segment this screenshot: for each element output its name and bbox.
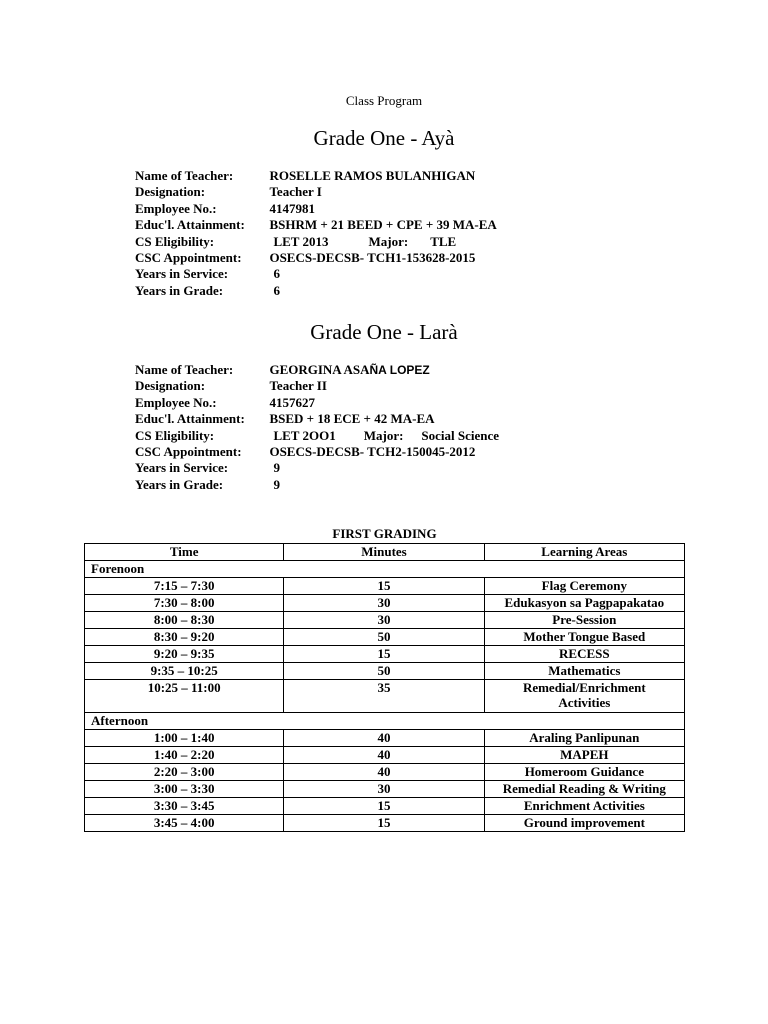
- area-cell: Mathematics: [484, 663, 684, 680]
- grading-title: FIRST GRADING: [332, 526, 437, 541]
- time-cell: 1:40 – 2:20: [85, 747, 284, 764]
- area-line: Remedial/Enrichment: [522, 680, 646, 695]
- group-label: Afternoon: [85, 713, 685, 730]
- major-label: Major:: [363, 427, 404, 443]
- info-value: OSECS-DECSB- TCH1-153628-2015: [269, 249, 476, 265]
- info-row: [135, 395, 655, 411]
- info-row: [135, 201, 655, 217]
- teacher-info-aya: [135, 168, 655, 299]
- area-cell: Homeroom Guidance: [484, 764, 684, 781]
- table-row: [85, 815, 685, 832]
- minutes-cell: 15: [284, 646, 484, 663]
- schedule-table: [84, 543, 685, 832]
- table-row: [85, 629, 685, 646]
- info-label: Designation:: [135, 184, 206, 200]
- info-label: Educ'l. Attainment:: [135, 217, 245, 233]
- schedule-header-row: [85, 544, 685, 561]
- minutes-cell: 15: [284, 798, 484, 815]
- teacher-name-part: GEORGINA ASA: [269, 362, 370, 377]
- group-label: Forenoon: [85, 561, 685, 578]
- header-time: Time: [85, 544, 284, 561]
- area-cell: Remedial Reading & Writing: [484, 781, 684, 798]
- teacher-info-lara: [135, 362, 655, 493]
- info-row: [135, 460, 655, 476]
- info-row: [135, 217, 655, 233]
- eligibility-value: LET 2013: [273, 233, 329, 249]
- header-minutes: Minutes: [284, 544, 484, 561]
- minutes-cell: 30: [284, 595, 484, 612]
- time-cell: 9:35 – 10:25: [85, 663, 284, 680]
- info-value: 6: [273, 282, 280, 298]
- info-value: ROSELLE RAMOS BULANHIGAN: [269, 168, 476, 183]
- minutes-cell: 40: [284, 764, 484, 781]
- time-cell: 8:00 – 8:30: [85, 612, 284, 629]
- info-label: Name of Teacher:: [135, 362, 234, 377]
- minutes-cell: 15: [284, 815, 484, 832]
- minutes-cell: 40: [284, 730, 484, 747]
- time-cell: 3:30 – 3:45: [85, 798, 284, 815]
- teacher-name-part: ÑA LOPEZ: [369, 363, 430, 377]
- info-label: CS Eligibility:: [135, 427, 215, 443]
- info-value: 9: [273, 476, 280, 492]
- area-line: Activities: [558, 695, 611, 710]
- info-row: [135, 266, 655, 282]
- minutes-cell: 50: [284, 663, 484, 680]
- table-row: [85, 646, 685, 663]
- info-label: Educ'l. Attainment:: [135, 411, 245, 427]
- info-value: BSHRM + 21 BEED + CPE + 39 MA-EA: [269, 217, 497, 233]
- info-value: 4147981: [269, 200, 315, 216]
- table-row: [85, 578, 685, 595]
- info-value: Teacher I: [269, 184, 322, 200]
- info-row: [135, 250, 655, 266]
- info-label: CSC Appointment:: [135, 249, 242, 265]
- minutes-cell: 30: [284, 612, 484, 629]
- header-learning-areas: Learning Areas: [484, 544, 684, 561]
- info-value-eligibility: [269, 428, 655, 444]
- info-value-teacher-name: [269, 362, 655, 378]
- area-cell: [484, 680, 684, 713]
- table-row: [85, 747, 685, 764]
- info-label: Employee No.:: [135, 394, 217, 410]
- document-title: Class Program: [345, 93, 423, 108]
- table-row: [85, 663, 685, 680]
- info-row: [135, 184, 655, 200]
- info-label: Years in Grade:: [135, 476, 224, 492]
- table-row: [85, 730, 685, 747]
- info-value: OSECS-DECSB- TCH2-150045-2012: [269, 443, 476, 459]
- info-row: [135, 378, 655, 394]
- minutes-cell: 50: [284, 629, 484, 646]
- area-cell: MAPEH: [484, 747, 684, 764]
- time-cell: 8:30 – 9:20: [85, 629, 284, 646]
- area-cell: Mother Tongue Based: [484, 629, 684, 646]
- table-row: [85, 798, 685, 815]
- info-row: [135, 411, 655, 427]
- info-value: Teacher II: [269, 378, 327, 394]
- info-value-eligibility: [269, 234, 655, 250]
- minutes-cell: 15: [284, 578, 484, 595]
- info-label: CS Eligibility:: [135, 233, 215, 249]
- major-value: Social Science: [421, 427, 500, 443]
- time-cell: 7:15 – 7:30: [85, 578, 284, 595]
- info-row: [135, 477, 655, 493]
- time-cell: 1:00 – 1:40: [85, 730, 284, 747]
- group-row-afternoon: [85, 713, 685, 730]
- minutes-cell: 40: [284, 747, 484, 764]
- info-label: Designation:: [135, 378, 206, 394]
- time-cell: 7:30 – 8:00: [85, 595, 284, 612]
- info-label: Employee No.:: [135, 200, 217, 216]
- info-row: [135, 234, 655, 250]
- area-cell: Araling Panlipunan: [484, 730, 684, 747]
- info-row: [135, 444, 655, 460]
- time-cell: 2:20 – 3:00: [85, 764, 284, 781]
- section-heading-grade-one-lara: Grade One - Larà: [310, 320, 458, 344]
- time-cell: 9:20 – 9:35: [85, 646, 284, 663]
- info-value: 9: [273, 460, 280, 476]
- time-cell: 3:00 – 3:30: [85, 781, 284, 798]
- table-row: [85, 612, 685, 629]
- info-label: Years in Service:: [135, 460, 229, 476]
- info-value: BSED + 18 ECE + 42 MA-EA: [269, 411, 435, 427]
- major-label: Major:: [368, 233, 409, 249]
- table-row: [85, 764, 685, 781]
- minutes-cell: 30: [284, 781, 484, 798]
- info-label: Name of Teacher:: [135, 168, 234, 183]
- info-label: Years in Grade:: [135, 282, 224, 298]
- minutes-cell: 35: [284, 680, 484, 713]
- major-value: TLE: [430, 233, 457, 249]
- section-heading-grade-one-aya: Grade One - Ayà: [313, 126, 455, 150]
- table-row: [85, 680, 685, 713]
- area-cell: Ground improvement: [484, 815, 684, 832]
- info-row: [135, 283, 655, 299]
- info-row: [135, 362, 655, 378]
- table-row: [85, 781, 685, 798]
- area-cell: RECESS: [484, 646, 684, 663]
- info-row: [135, 428, 655, 444]
- eligibility-value: LET 2OO1: [273, 427, 336, 443]
- info-label: Years in Service:: [135, 266, 229, 282]
- area-cell: Edukasyon sa Pagpapakatao: [484, 595, 684, 612]
- table-row: [85, 595, 685, 612]
- info-label: CSC Appointment:: [135, 443, 242, 459]
- time-cell: 10:25 – 11:00: [85, 680, 284, 713]
- info-value: 6: [273, 266, 280, 282]
- area-cell: Flag Ceremony: [484, 578, 684, 595]
- time-cell: 3:45 – 4:00: [85, 815, 284, 832]
- area-cell: Pre-Session: [484, 612, 684, 629]
- info-row: [135, 168, 655, 184]
- area-cell: Enrichment Activities: [484, 798, 684, 815]
- group-row-forenoon: [85, 561, 685, 578]
- info-value: 4157627: [269, 394, 315, 410]
